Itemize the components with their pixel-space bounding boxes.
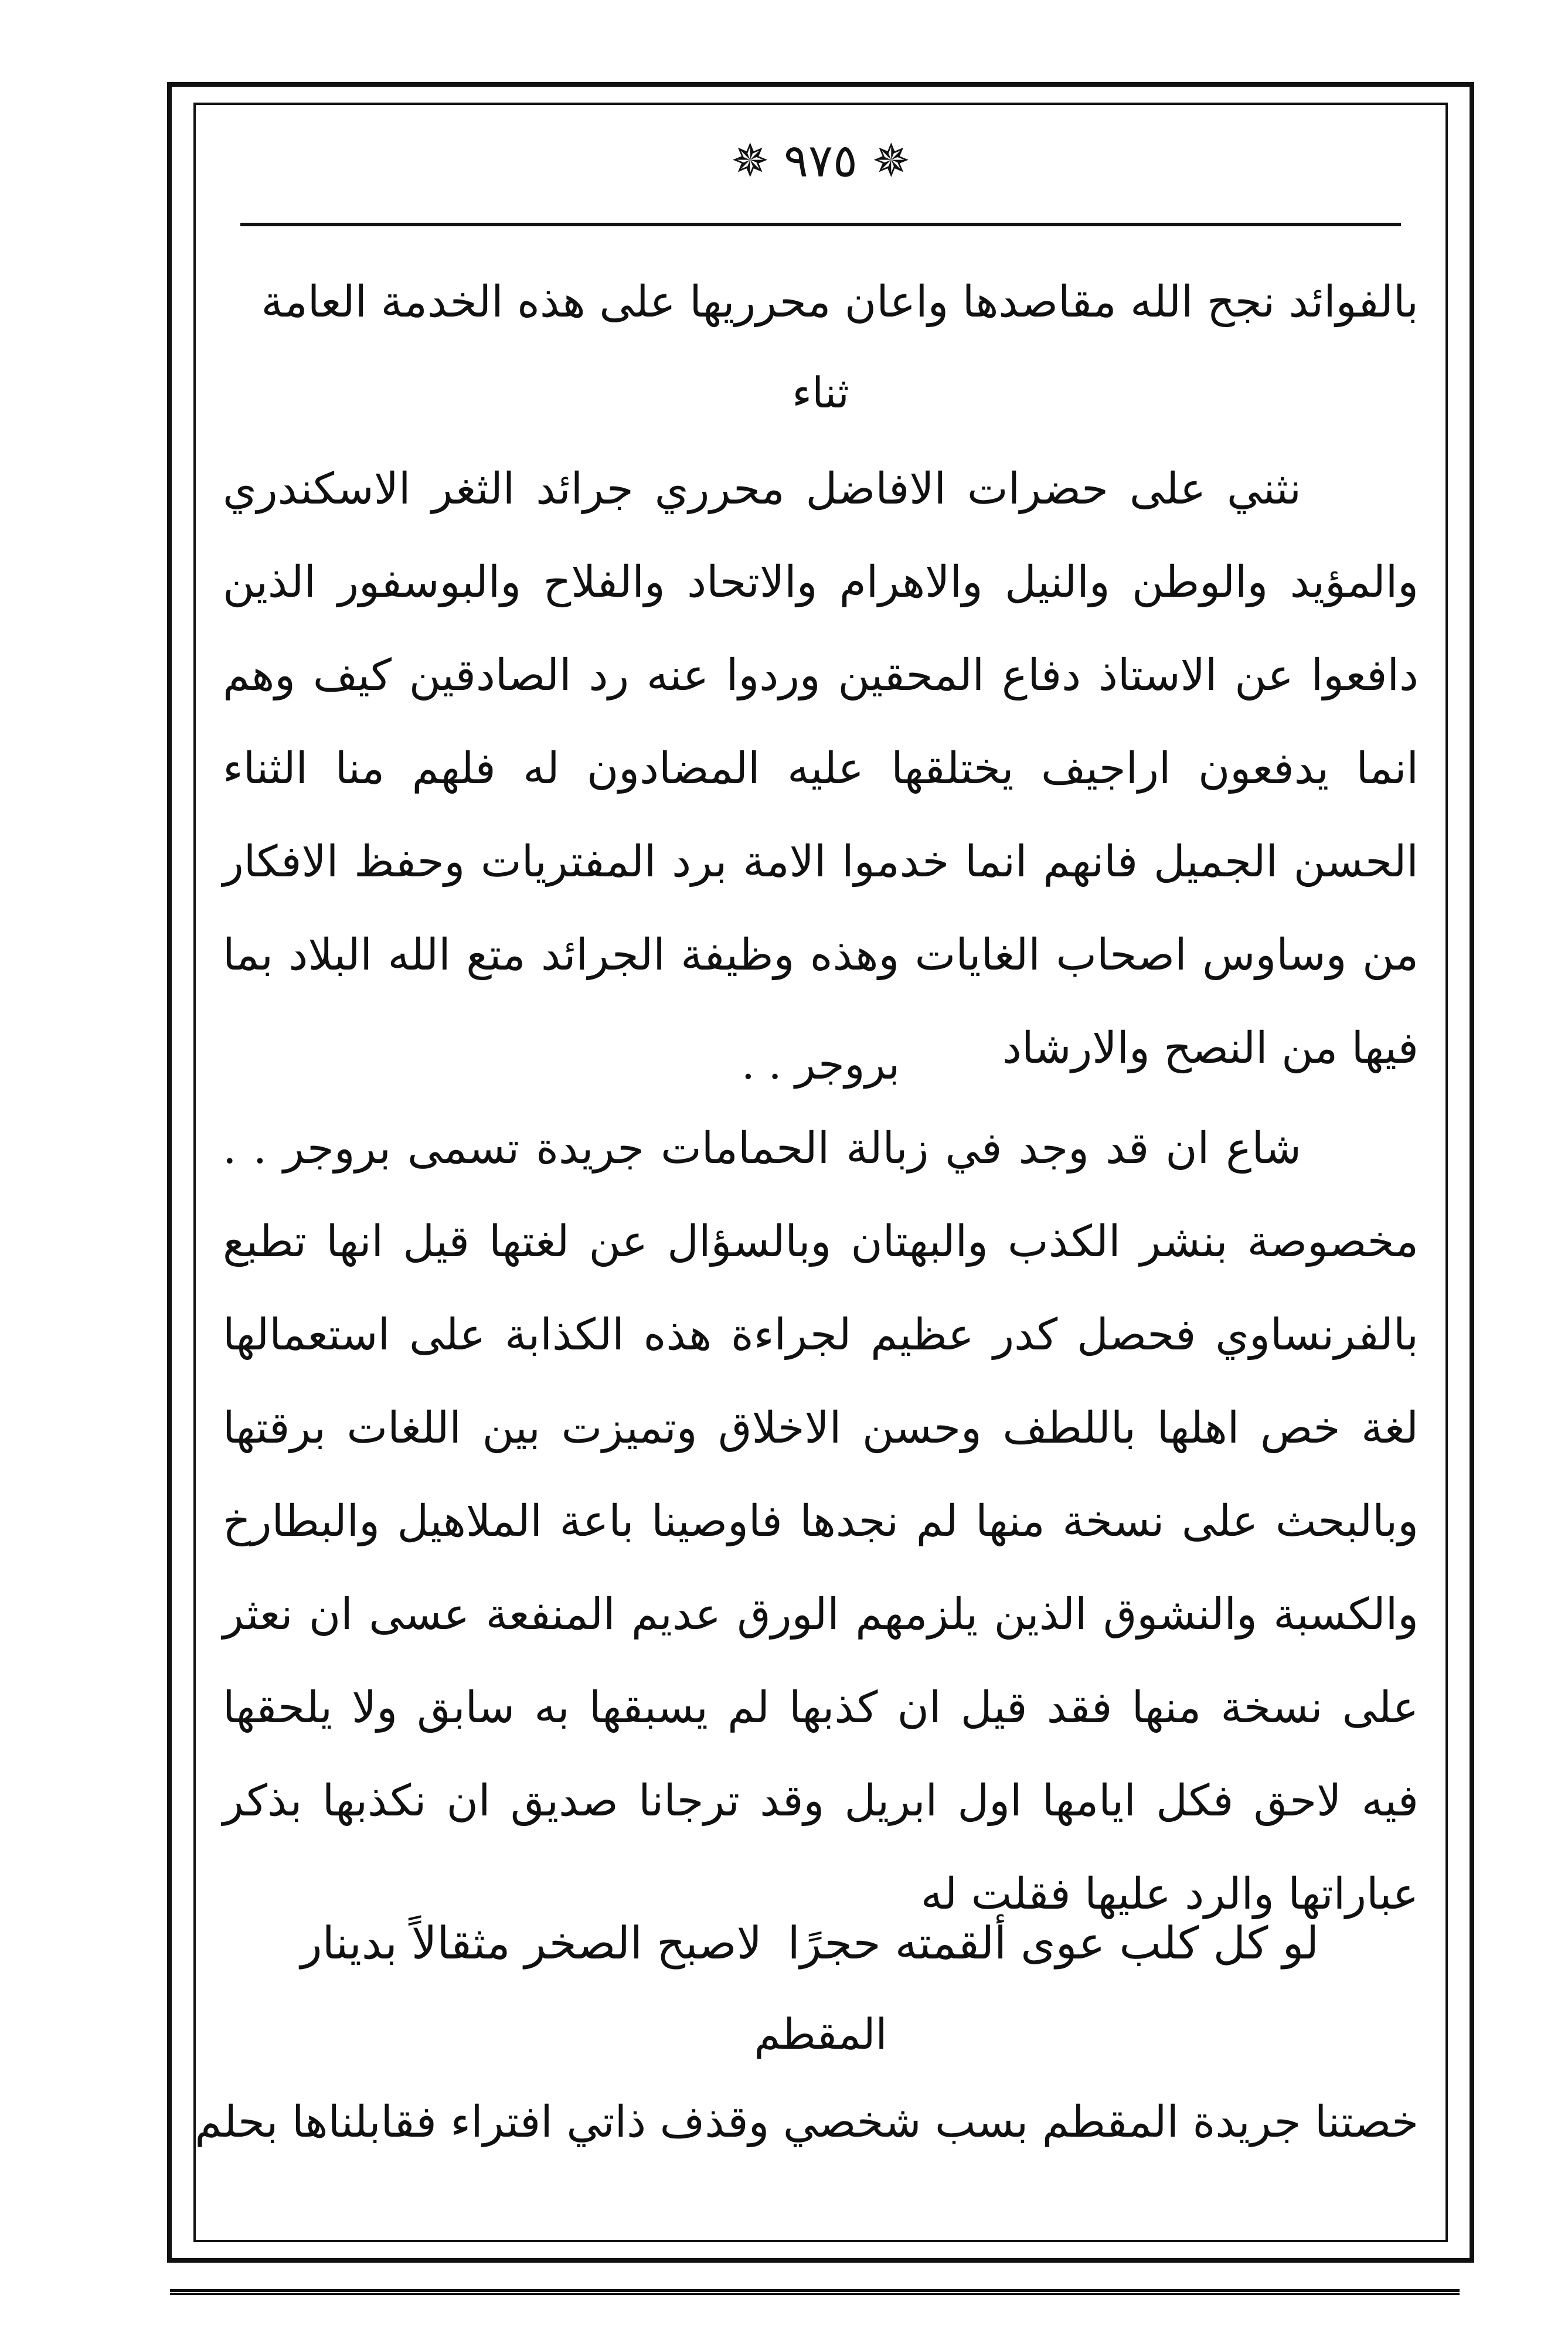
ornament-left-icon: ✵	[731, 135, 770, 188]
muqattam-paragraph: خصتنا جريدة المقطم بسب شخصي وقذف ذاتي افتراء فقابلناها بحلم	[195, 2097, 1419, 2147]
muqattam-heading: المقطم	[754, 2009, 887, 2059]
verse-first-hemistich: لو كل كلب عوى ألقمته حجرًا	[787, 1917, 1319, 1969]
brougeron-paragraph: شاع ان قد وجد في زبالة الحمامات جريدة تسمى بروجر . . مخصوصة بنشر الكذب والبهتان وبالسؤال عن لغتها قيل انها تطبع بالفرنساوي فحصل كدر عظيم لجراءة هذه الكذابة على استعمالها لغة خص اهلها باللطف وحسن الاخلاق وتميزت بين اللغات برقتها وبالبحث على نسخة منها لم نجدها فاوصينا باعة الملاهيل والبطارخ والكسبة والنشوق الذين يلزمهم الورق عديم المنفعة عسى ان نعثر على نسخة منها فقد قيل ان كذبها لم يسبقها به سابق ولا يلحقها فيه لاحق فكل ايامها اول ابريل وقد ترجانا صديق ان نكذبها بذكر عباراتها والرد عليها فقلت له	[223, 1123, 1419, 1919]
ornament-right-icon: ✵	[872, 135, 910, 188]
page-header	[193, 132, 1448, 191]
thanks-paragraph: نثني على حضرات الافاضل محرري جرائد الثغر الاسكندري والمؤيد والوطن والنيل والاهرام والاتحاد والفلاح والبوسفور الذين دافعوا عن الاستاذ دفاع المحقين وردوا عنه رد الصادقين كيف وهم انما يدفعون اراجيف يختلقها عليه المضادون له فلهم منا الثناء الحسن الجميل فانهم انما خدموا الامة برد المفتريات وحفظ الافكار من وساوس اصحاب الغايات وهذه وظيفة الجرائد متع الله البلاد بما فيها من النصح والارشاد	[223, 464, 1419, 1073]
intro-line: بالفوائد نجح الله مقاصدها واعان محرريها على هذه الخدمة العامة	[261, 277, 1419, 327]
thanks-heading: ثناء	[792, 368, 849, 417]
page-number: ٩٧٥	[784, 135, 858, 188]
header-rule	[240, 223, 1401, 226]
bottom-double-rule	[170, 2289, 1460, 2295]
brougeron-heading: بروجر . .	[741, 1039, 900, 1089]
verse-second-hemistich: لاصبح الصخر مثقالاً بدينار	[300, 1917, 762, 1969]
